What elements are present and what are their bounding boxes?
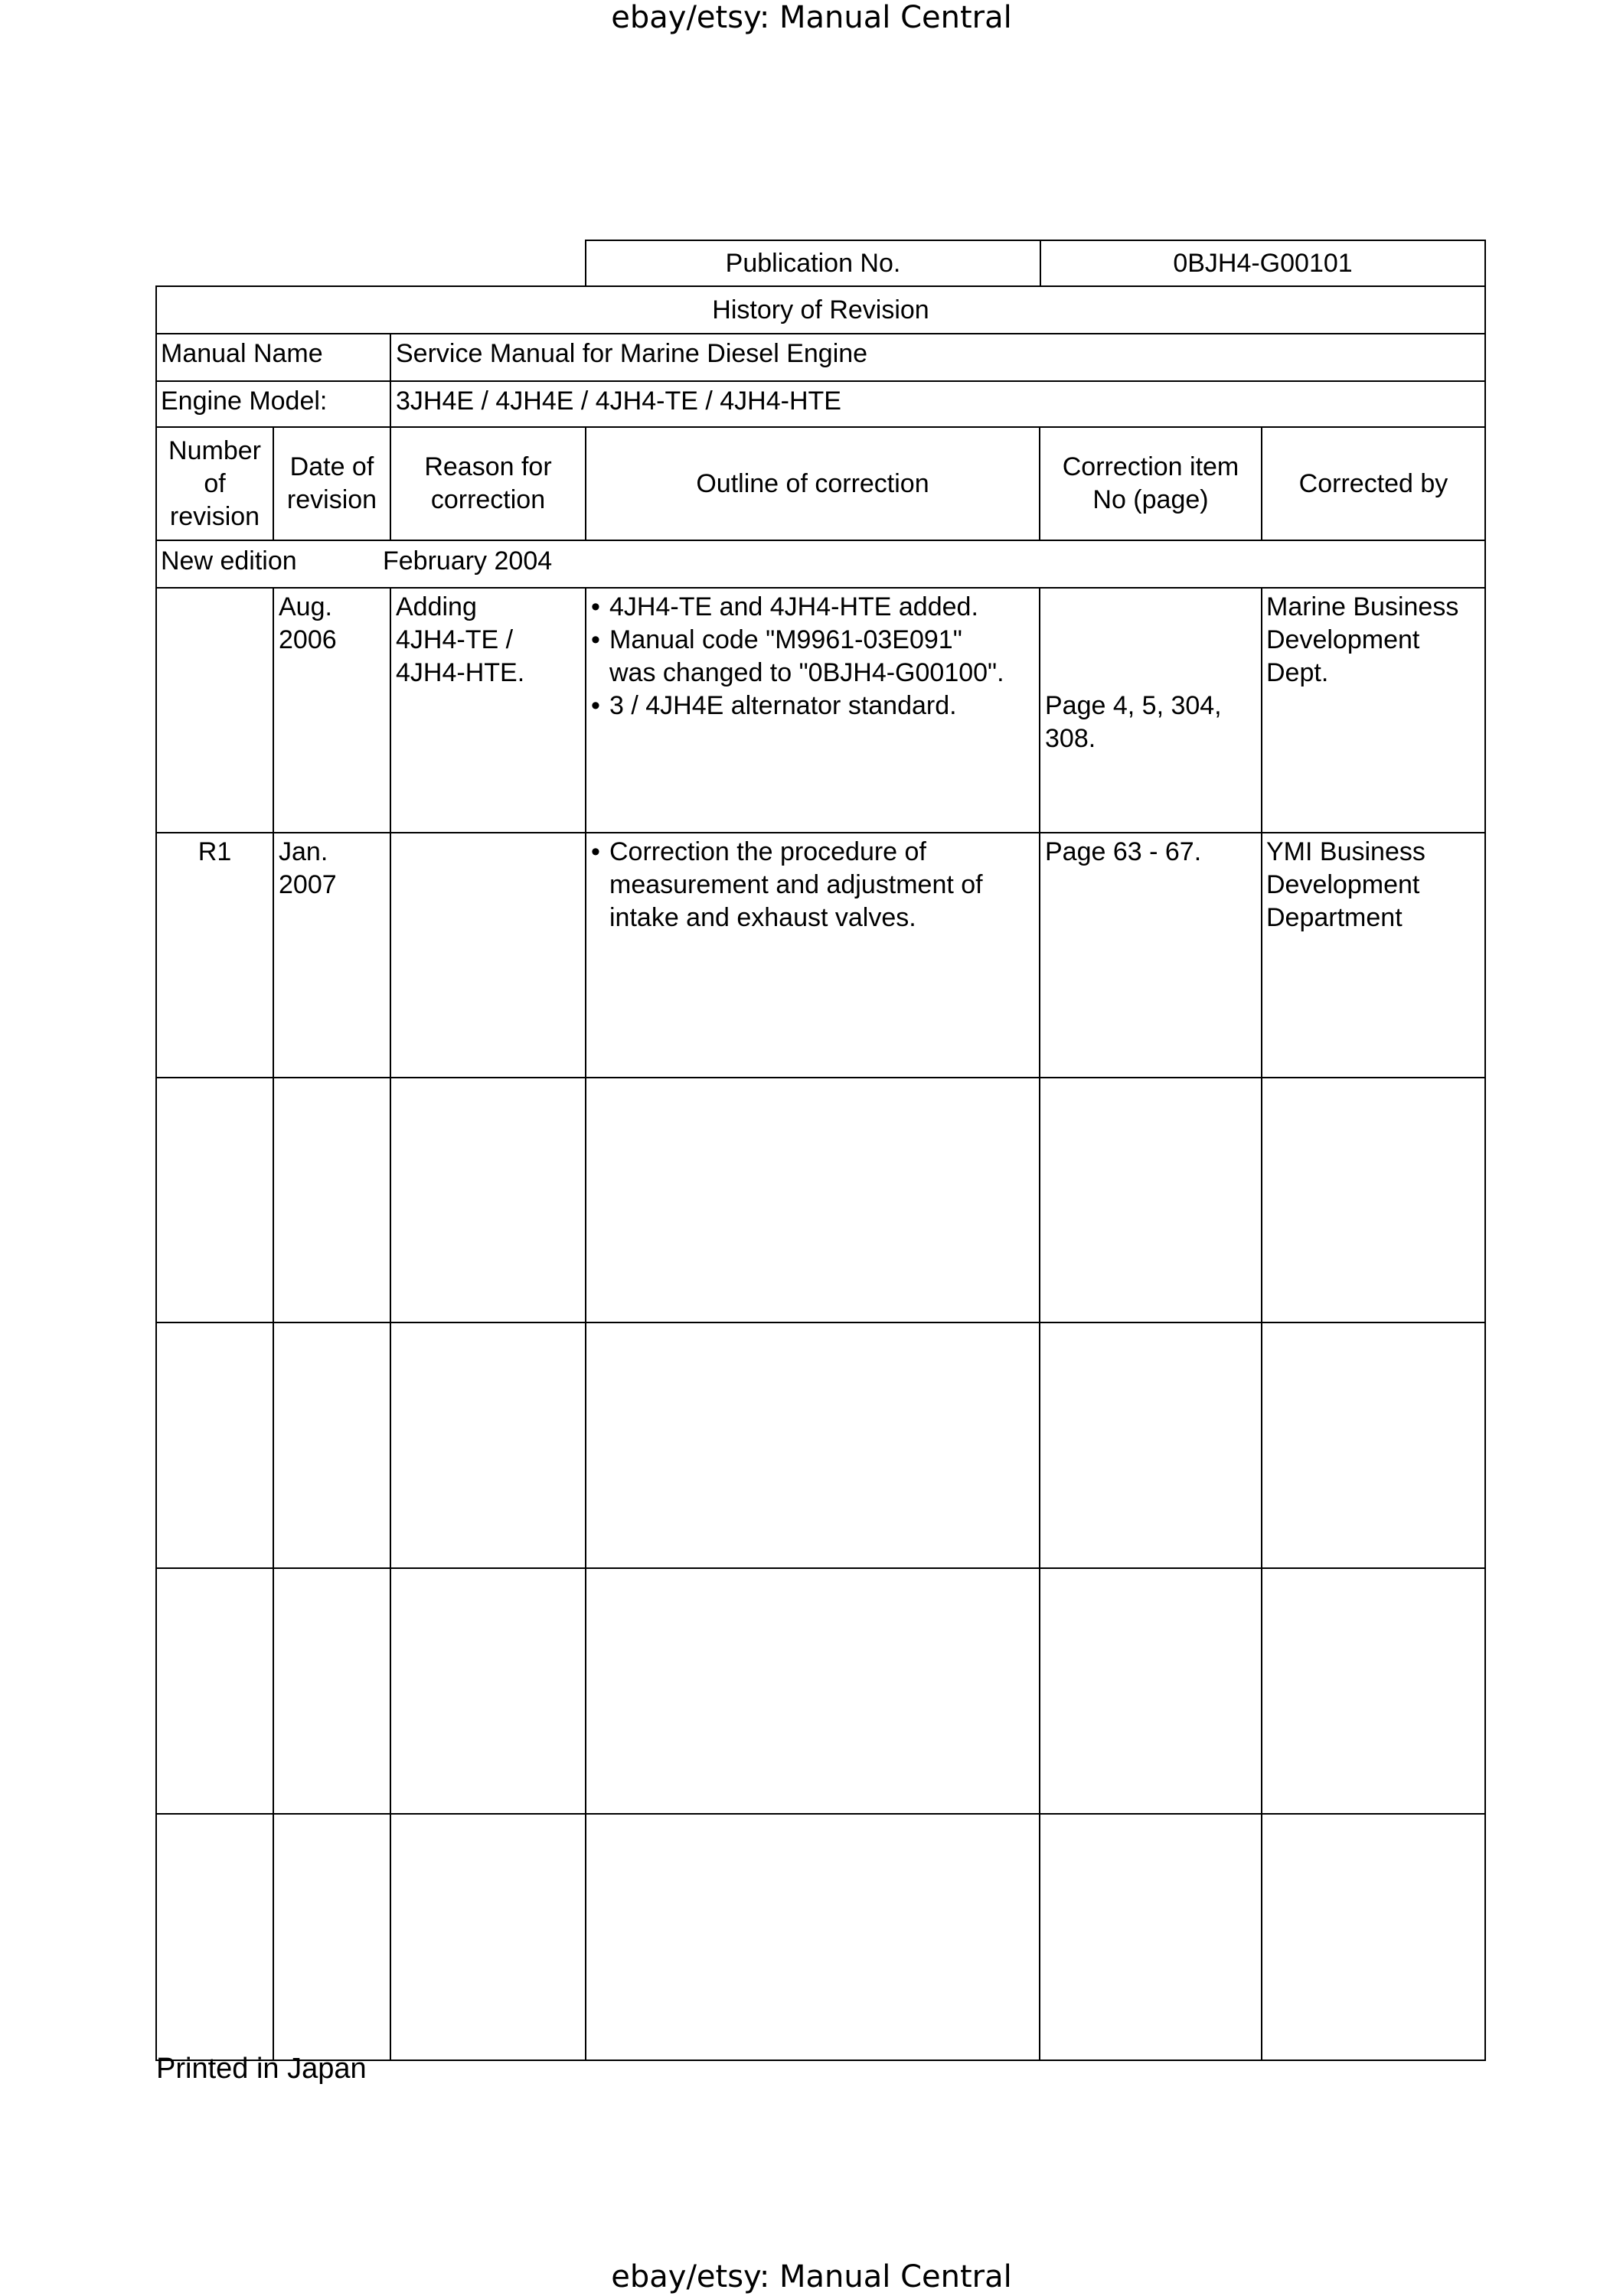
revision-2-corrected-by: YMI Business Development Department [1266,837,1425,932]
col-header-number: Number of revision [168,435,261,531]
revision-1-reason: Adding 4JH4-TE / 4JH4-HTE. [396,592,525,687]
revision-1-date: Aug. 2006 [279,592,337,654]
publication-number: 0BJH4-G00101 [1040,240,1486,287]
manual-name-value: Service Manual for Marine Diesel Engine [396,339,868,368]
engine-model-value: 3JH4E / 4JH4E / 4JH4-TE / 4JH4-HTE [396,386,841,416]
page-title: History of Revision [712,295,929,325]
col-header-date: Date of revision [286,452,377,514]
col-header-item: Correction item No (page) [1062,452,1239,514]
watermark-top: ebay/etsy: Manual Central [611,0,1012,35]
col-header-reason: Reason for correction [424,452,552,514]
revision-2-outline [588,836,1038,934]
revision-2-number: R1 [198,837,232,866]
revision-1-corrected-by: Marine Business Development Dept. [1266,592,1459,687]
printed-in-japan: Printed in Japan [156,2053,367,2085]
engine-model-label: Engine Model: [161,386,328,416]
new-edition-date: February 2004 [383,546,553,576]
revision-1-outline-item: • 4JH4-TE and 4JH4-HTE added. [588,591,1038,624]
revision-1-item: Page 4, 5, 304, 308. [1045,691,1222,753]
revision-1-outline [588,591,1038,722]
watermark-bottom: ebay/etsy: Manual Central [611,2259,1012,2294]
new-edition-label: New edition [161,546,297,576]
publication-label: Publication No. [585,240,1041,287]
col-header-outline: Outline of correction [696,468,929,498]
manual-name-label: Manual Name [161,339,323,368]
revision-2-outline-item: • Correction the procedure of measurement and adjustment of intake and exhaust valves. [588,836,1038,934]
col-header-by: Corrected by [1298,468,1448,498]
revision-2-item: Page 63 - 67. [1045,837,1202,866]
revision-1-outline-item: • 3 / 4JH4E alternator standard. [588,690,1038,722]
revision-2-date: Jan. 2007 [279,837,337,899]
revision-1-outline-item: • Manual code "M9961-03E091" was changed to "0BJH4-G00100". [588,624,1038,690]
